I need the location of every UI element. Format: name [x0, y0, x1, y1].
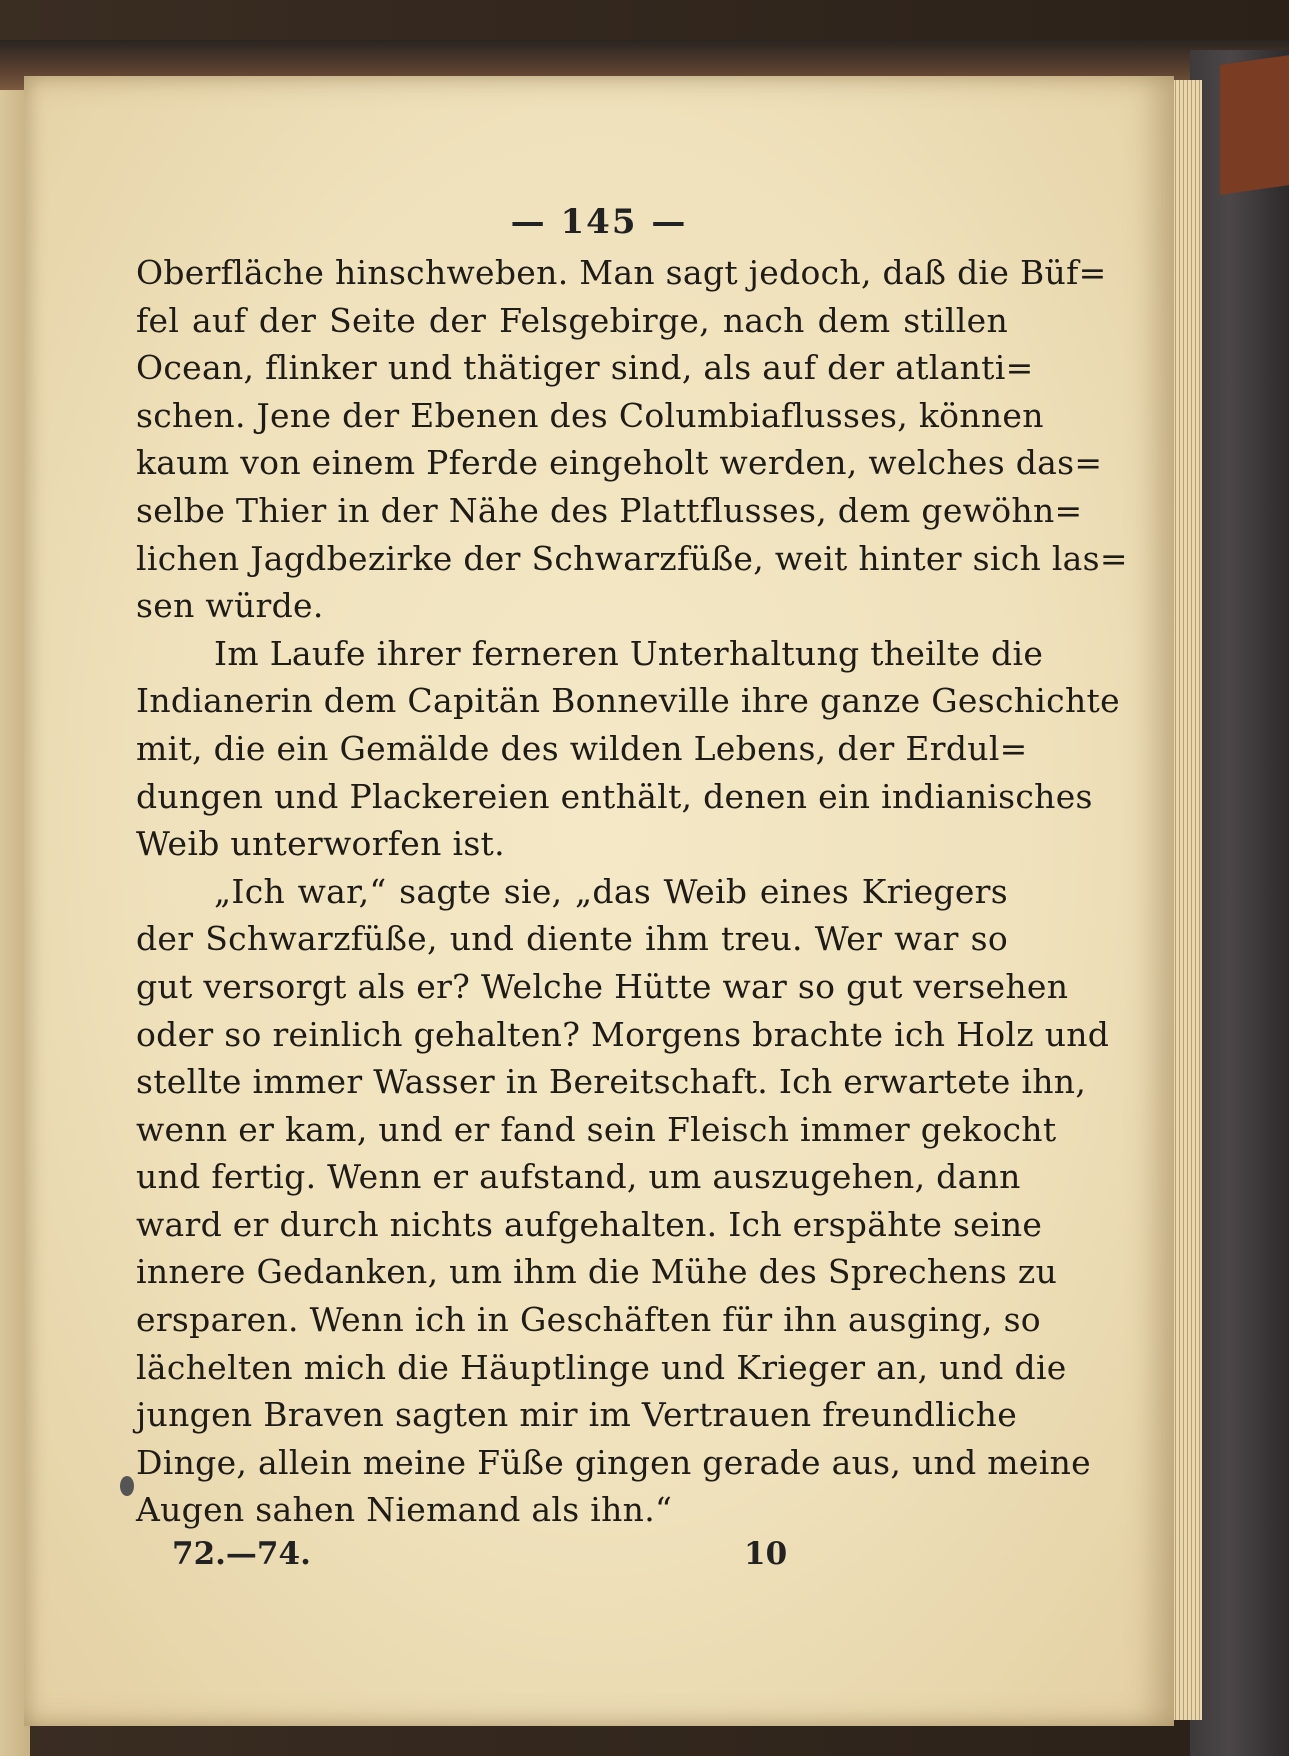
book-cover-right	[1190, 50, 1289, 1756]
text-line: fel auf der Seite der Felsgebirge, nach dem stillen	[136, 300, 1008, 340]
text-line: Oberfläche hinschweben. Man sagt jedoch, daß die Büf=	[136, 253, 1107, 292]
text-line: „Ich war,“ sagte sie, „das Weib eines Kriegers	[214, 871, 1008, 911]
page-body	[136, 249, 1128, 1534]
text-line: Weib unterworfen ist.	[136, 824, 505, 864]
text-line: schen. Jene der Ebenen des Columbiaflusses, können	[136, 395, 1044, 435]
text-line: lächelten mich die Häuptlinge und Krieger an, und die	[136, 1347, 1067, 1387]
printer-signature: 72.—74.	[172, 1536, 311, 1572]
text-line: Indianerin dem Capitän Bonneville ihre ganze Geschichte	[136, 681, 1120, 721]
text-line: lichen Jagdbezirke der Schwarzfüße, weit hinter sich las=	[136, 538, 1128, 578]
text-line: ward er durch nichts aufgehalten. Ich erspähte seine	[136, 1204, 1043, 1244]
text-line: Dinge, allein meine Füße gingen gerade aus, und meine	[136, 1442, 1091, 1482]
text-line: sen würde.	[136, 586, 324, 626]
text-line: wenn er kam, und er fand sein Fleisch immer gekocht	[136, 1109, 1057, 1149]
book-cover-corner	[1220, 55, 1289, 195]
book-page	[24, 76, 1174, 1726]
text-line: Augen sahen Niemand als ihn.“	[136, 1490, 673, 1530]
text-line: gut versorgt als er? Welche Hütte war so gut versehen	[136, 966, 1069, 1006]
text-line: und fertig. Wenn er aufstand, um auszugehen, dann	[136, 1157, 1021, 1197]
text-line: jungen Braven sagten mir im Vertrauen freundliche	[136, 1395, 1018, 1435]
text-line: selbe Thier in der Nähe des Plattflusses, dem gewöhn=	[136, 490, 1083, 530]
text-line: oder so reinlich gehalten? Morgens brachte ich Holz und	[136, 1014, 1110, 1054]
ink-spot	[120, 1476, 134, 1496]
text-line: Ocean, flinker und thätiger sind, als auf der atlanti=	[136, 348, 1034, 388]
sheet-number: 10	[744, 1536, 788, 1572]
text-line: stellte immer Wasser in Bereitschaft. Ich erwartete ihn,	[136, 1062, 1087, 1102]
page-header: — 145 —	[510, 202, 688, 242]
text-line: dungen und Plackereien enthält, denen ein indianisches	[136, 776, 1093, 816]
text-line: innere Gedanken, um ihm die Mühe des Sprechens zu	[136, 1252, 1058, 1292]
text-line: kaum von einem Pferde eingeholt werden, welches das=	[136, 443, 1103, 483]
text-line: Im Laufe ihrer ferneren Unterhaltung theilte die	[214, 633, 1044, 673]
text-line: ersparen. Wenn ich in Geschäften für ihn ausging, so	[136, 1300, 1041, 1340]
text-line: der Schwarzfüße, und diente ihm treu. Wer war so	[136, 919, 1008, 959]
text-line: mit, die ein Gemälde des wilden Lebens, der Erdul=	[136, 728, 1028, 768]
